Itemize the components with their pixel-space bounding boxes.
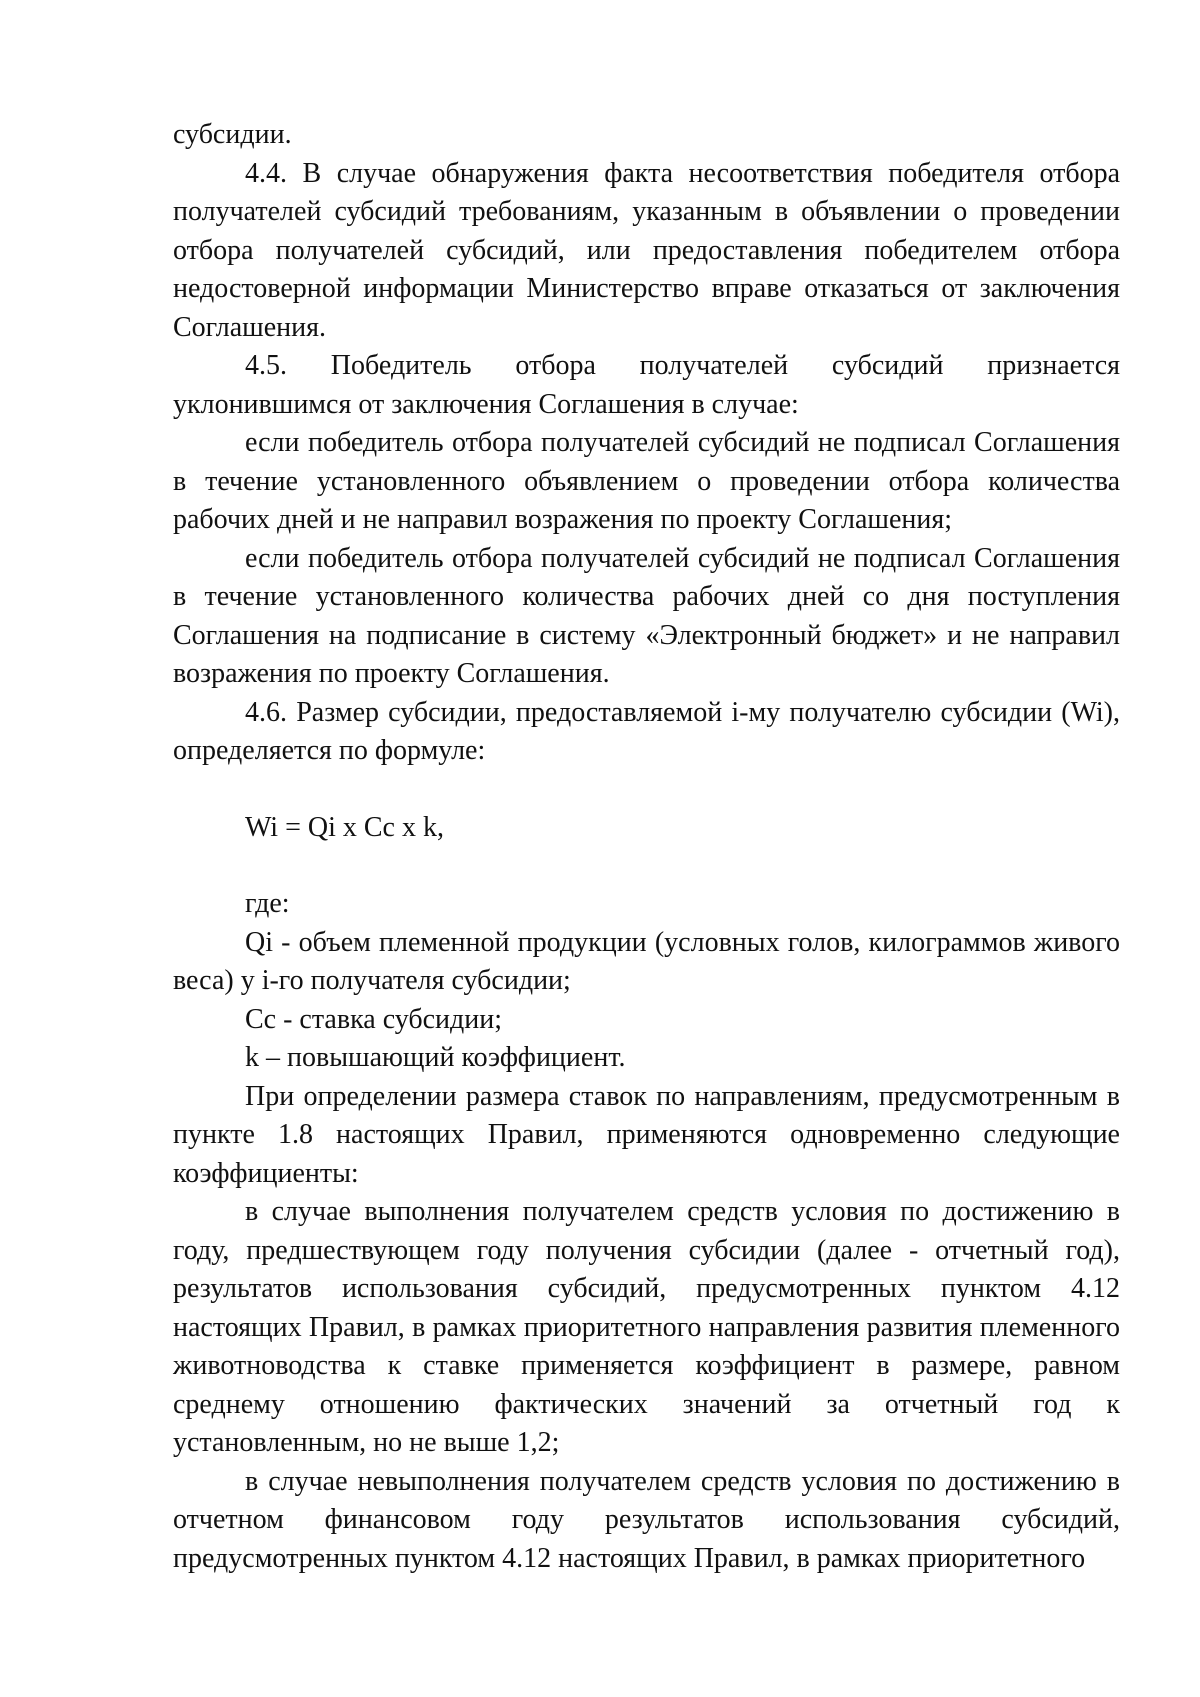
paragraph-fulfillment: в случае выполнения получателем средств условия по достижению в году, предшествующем году получения субсидии (далее - отчетный год), результатов использования субсидий, предусмотренных пунктом 4.12 настоящих Правил, в рамках приоритетного направления развития племенного животноводства к ставке применяется коэффициент в размере, равном среднему отношению фактических значений за отчетный год к установленным, но не выше 1,2;	[173, 1196, 1120, 1458]
paragraph-4-4: 4.4. В случае обнаружения факта несоответствия победителя отбора получателей субсидий требованиям, указанным в объявлении о проведении отбора получателей субсидий, или предоставления победителем отбора недостоверной информации Министерство вправе отказаться от заключения Соглашения.	[173, 157, 1120, 343]
definition-k: k – повышающий коэффициент.	[245, 1042, 626, 1073]
paragraph-coefficients: При определении размера ставок по направлениям, предусмотренным в пункте 1.8 настоящих Правил, применяются одновременно следующие коэффициенты:	[173, 1080, 1120, 1189]
paragraph-nonfulfillment: в случае невыполнения получателем средств условия по достижению в отчетном финансовом году результатов использования субсидий, предусмотренных пунктом 4.12 настоящих Правил, в рамках приоритетного	[173, 1465, 1120, 1574]
paragraph-continuation: субсидии.	[173, 119, 292, 150]
paragraph-condition-2: если победитель отбора получателей субсидий не подписал Соглашения в течение установленного количества рабочих дней со дня поступления Соглашения на подписание в систему «Электронный бюджет» и не направил возражения по проекту Соглашения.	[173, 542, 1120, 689]
definition-qi: Qi - объем племенной продукции (условных голов, килограммов живого веса) у i-го получателя субсидии;	[173, 926, 1120, 996]
paragraph-4-6: 4.6. Размер субсидии, предоставляемой i-му получателю субсидии (Wi), определяется по формуле:	[173, 696, 1120, 766]
paragraph-4-5: 4.5. Победитель отбора получателей субсидий признается уклонившимся от заключения Соглашения в случае:	[173, 350, 1120, 420]
document-page	[173, 116, 1120, 1578]
definition-cc: Cc - ставка субсидии;	[245, 1003, 503, 1035]
paragraph-where: где:	[245, 888, 290, 919]
formula: Wi = Qi x Cc x k,	[245, 811, 444, 843]
paragraph-condition-1: если победитель отбора получателей субсидий не подписал Соглашения в течение установленного объявлением о проведении отбора количества рабочих дней и не направил возражения по проекту Соглашения;	[173, 427, 1120, 535]
